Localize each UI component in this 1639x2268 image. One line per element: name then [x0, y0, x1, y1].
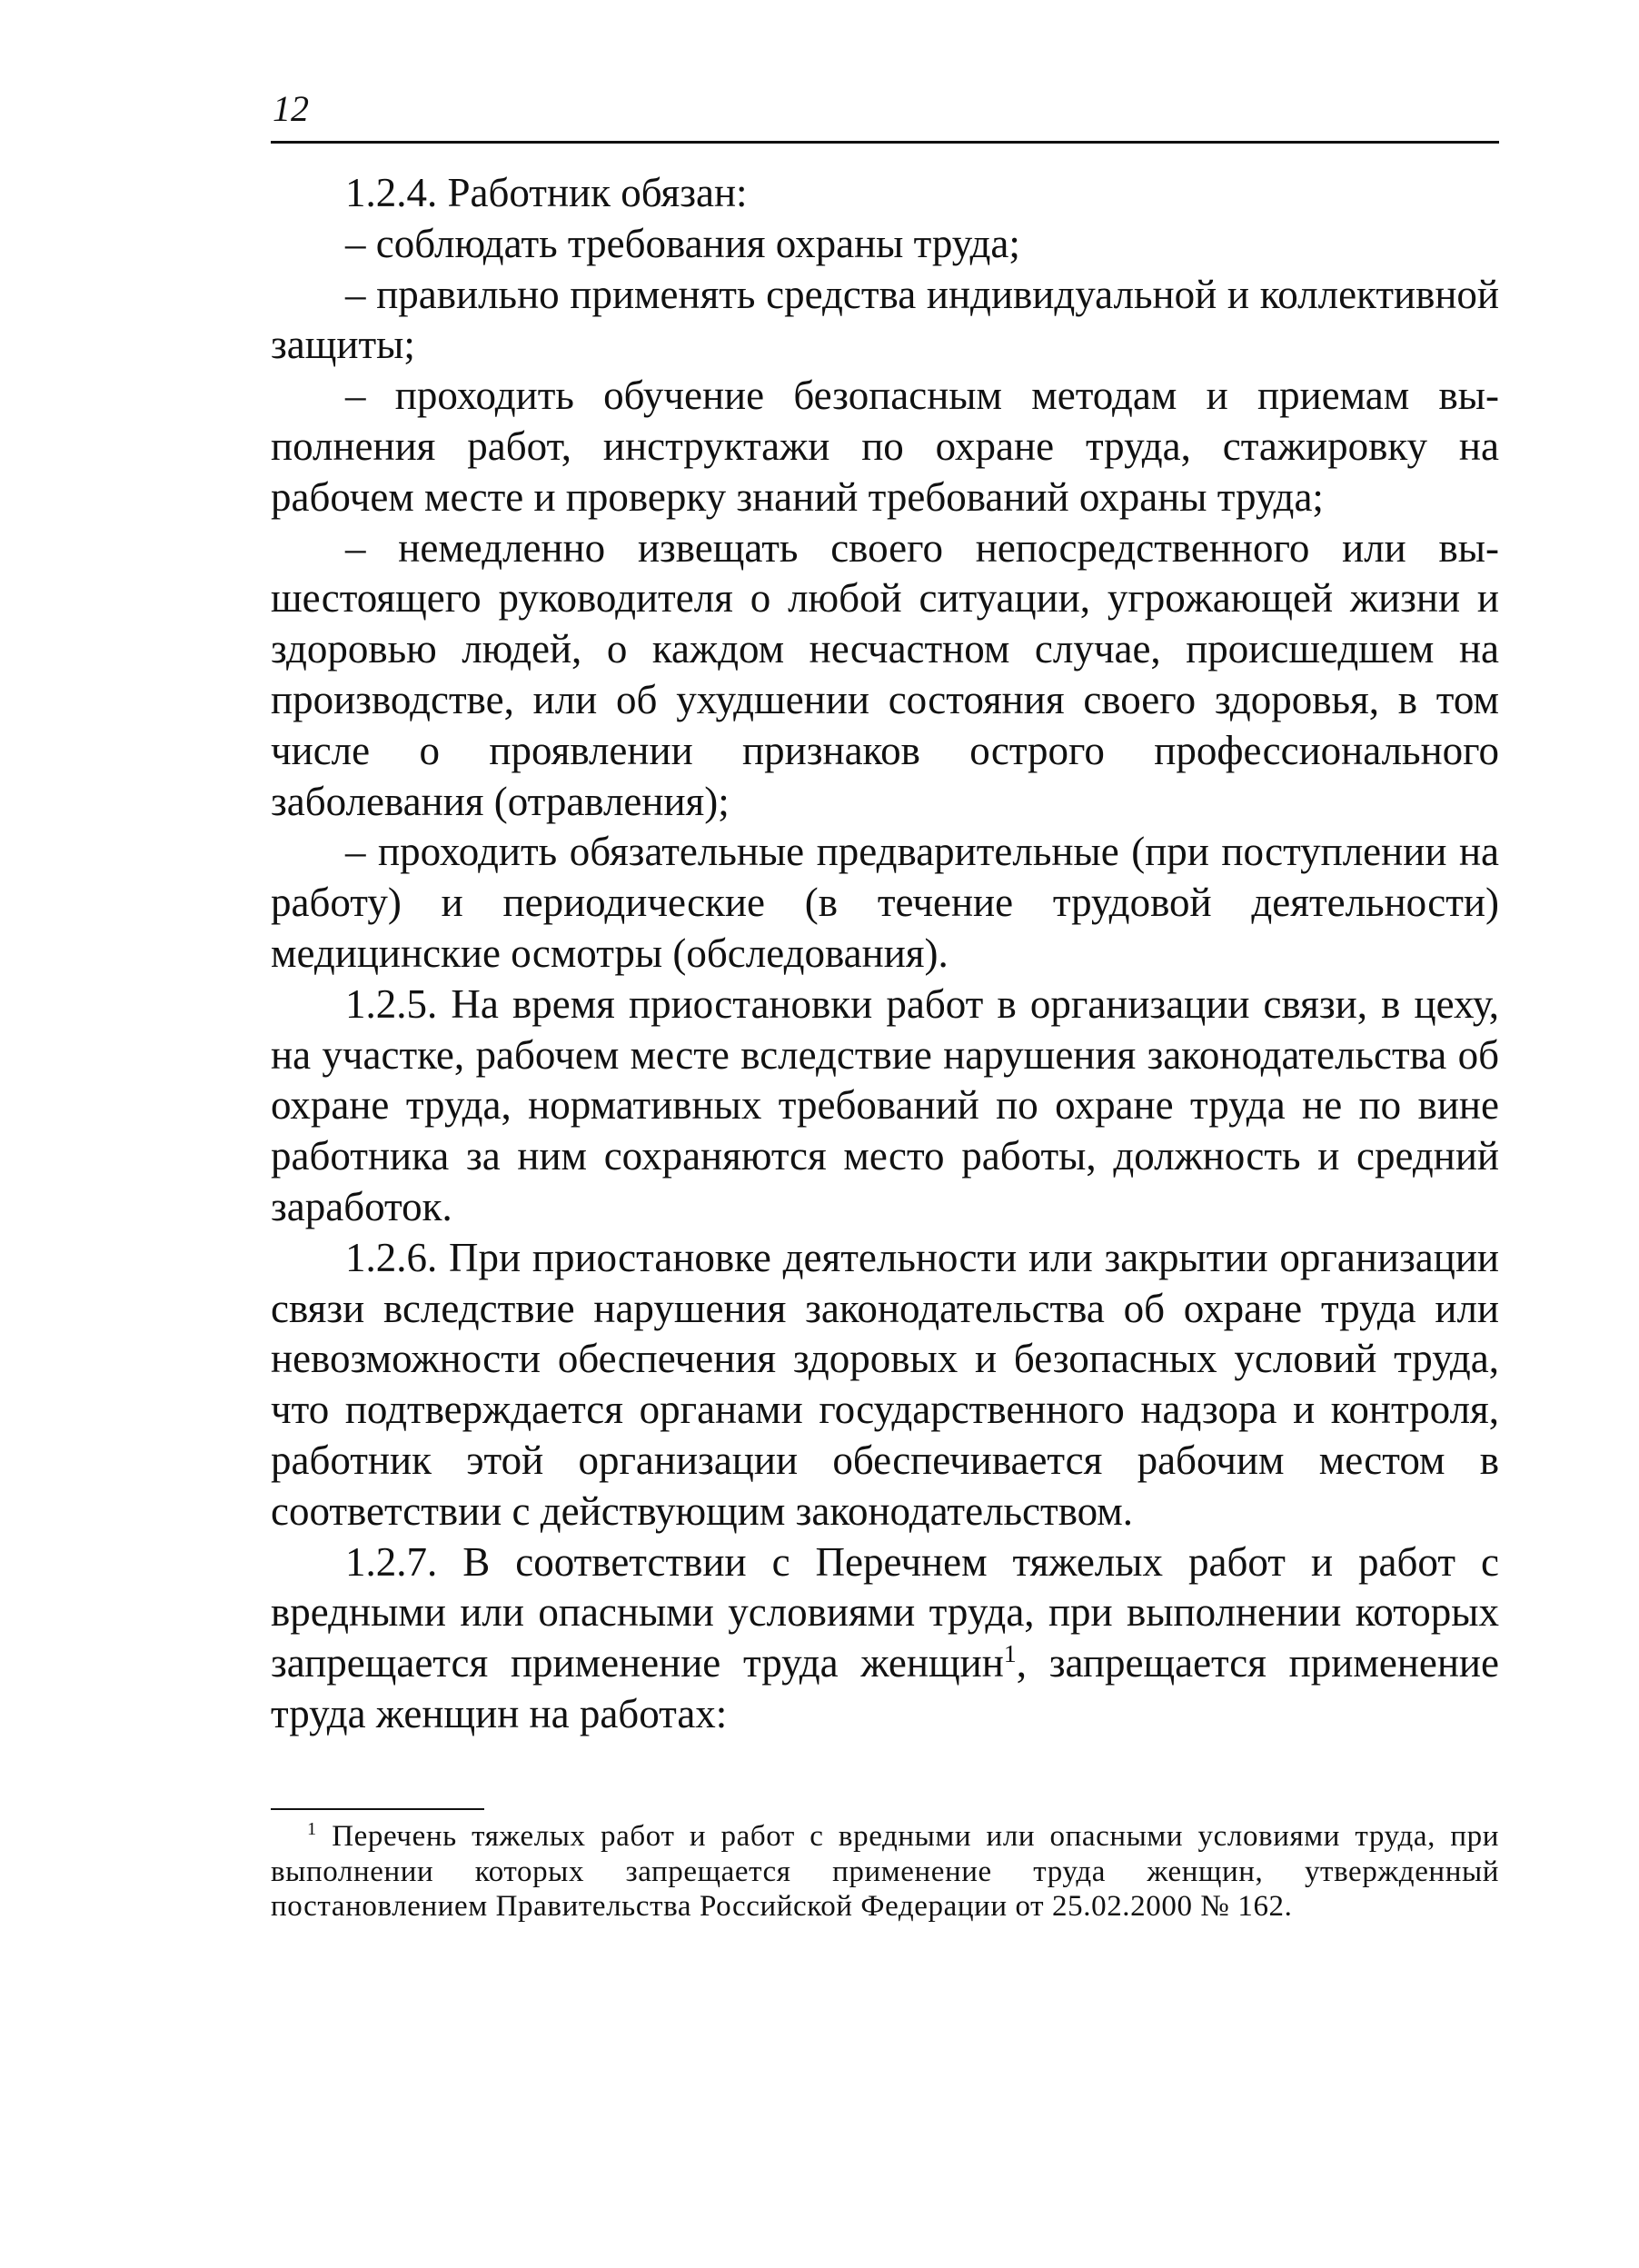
paragraph-text: 1.2.7. В соответствии с Перечнем тяжелых работ и работ с вредными или опасными условиями труда, при выполнении которых запрещается применение труда женщин	[271, 1538, 1499, 1686]
paragraph-text-end: , запрещается применение труда женщин на работах:	[271, 1640, 1499, 1736]
paragraph-with-footnote-ref	[271, 1537, 1499, 1740]
paragraph: – проходить обучение безопасным методам и приемам выполнения работ, инструктажи по охране труда, стажировку на рабочем месте и проверку знаний требований охраны труда;	[271, 373, 1499, 520]
footnote-mark: 1	[307, 1819, 317, 1839]
paragraph: – правильно применять средства индивидуальной и коллективной защиты;	[271, 271, 1499, 368]
footnote-text: Перечень тяжелых работ и работ с вредными или опасными условиями труда, при выполнении которых запрещается применение труда женщин, утвержденный постановлением Правительства Российской Федерации от 25.02.2000 № 162.	[271, 1820, 1499, 1923]
paragraph: – немедленно извещать своего непосредственного или вышестоящего руководителя о любой ситуации, угрожающей жизни и здоровью людей, о каждом несчастном случае, происшедшем на производстве, или об ухудшении состояния своего здоровья, в том числе о проявлении признаков острого профессионального заболевания (отравления);	[271, 524, 1499, 824]
footnote-rule	[271, 1808, 484, 1810]
paragraph: – проходить обязательные предварительные (при поступлении на работу) и периодические (в течение трудовой деятельности) медицинские осмотры (обследования).	[271, 829, 1499, 976]
paragraph: 1.2.5. На время приостановки работ в организации связи, в цеху, на участке, рабочем месте вследствие нарушения законодательства об охране труда, нормативных требований по охране труда не по вине работника за ним сохраняются место работы, должность и средний заработок.	[271, 980, 1499, 1229]
paragraph: 1.2.4. Работник обязан:	[345, 170, 748, 215]
page-number: 12	[273, 88, 309, 129]
body-text	[271, 168, 1499, 1740]
footnote-reference: 1	[1003, 1640, 1017, 1669]
header-rule	[271, 141, 1499, 144]
footnote	[271, 1819, 1499, 1925]
paragraph: – соблюдать требования охраны труда;	[345, 220, 1020, 266]
paragraph: 1.2.6. При приостановке деятельности или закрытии организации связи вследствие нарушения законодательства об охране труда или невозможности обеспечения здоровых и безопасных условий труда, что подтверждается органами государственного надзора и контроля, работник этой организации обеспечивается рабочим местом в соответствии с действующим законодательством.	[271, 1234, 1499, 1534]
